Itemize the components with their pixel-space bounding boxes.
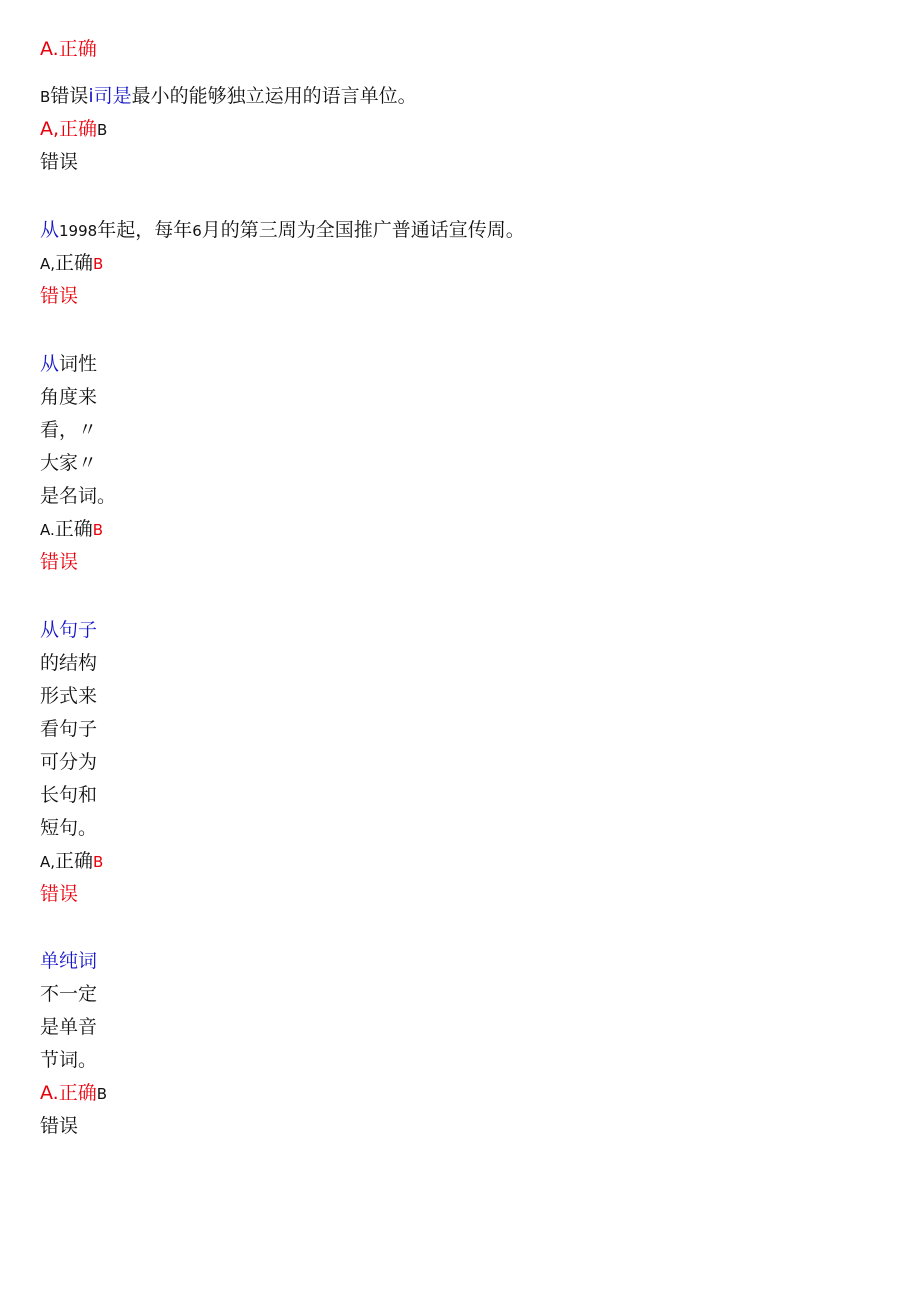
option-b-text: 错误 <box>40 551 79 573</box>
option-b-text: 错误 <box>40 285 79 307</box>
answer-options-row <box>40 517 103 542</box>
question-5-text-line: 节词。 <box>40 1049 98 1071</box>
question-3-text-line: 角度来 <box>40 386 98 408</box>
question-4-text-line: 短句。 <box>40 817 98 839</box>
answer-options-row <box>40 117 107 142</box>
option-b-letter: B <box>93 853 104 871</box>
option-a-text: A,正确 <box>40 118 98 140</box>
question-2-text: 年起，每年 <box>97 219 193 241</box>
answer-option-a <box>40 37 97 61</box>
question-5-text-line: 不一定 <box>40 983 98 1005</box>
question-1-lead: i司是 <box>88 85 132 107</box>
option-a-text: A.正确 <box>40 1082 97 1104</box>
option-b-letter: B <box>96 1085 108 1103</box>
question-4-text-line: 可分为 <box>40 751 98 773</box>
question-4-text-line: 的结构 <box>40 652 98 674</box>
question-2-text-end: 月的第三周为全国推广普通话宣传周。 <box>201 219 525 241</box>
answer-options-row <box>40 1081 107 1106</box>
question-1-text: 最小的能够独立运用的语言单位。 <box>131 85 417 107</box>
question-5-lead: 单纯词 <box>40 950 98 972</box>
option-b-letter: B <box>93 255 104 273</box>
option-b-text: 错误 <box>50 85 89 107</box>
question-3-text-line: 是名词。 <box>40 485 117 507</box>
option-a-text: 正确 <box>55 850 94 872</box>
option-b-text: 错误 <box>40 151 79 173</box>
question-2-month: 6 <box>192 222 202 240</box>
question-3-text: 词性 <box>59 353 98 375</box>
question-4-text-line: 长句和 <box>40 784 98 806</box>
question-2 <box>40 218 525 243</box>
question-4-text-line: 看句子 <box>40 718 98 740</box>
question-5-text-line: 是单音 <box>40 1016 98 1038</box>
option-text: A.正确 <box>40 38 97 60</box>
option-b-letter: B <box>97 121 108 139</box>
answer-options-row <box>40 251 103 276</box>
option-b-letter: B <box>92 521 104 539</box>
question-3-lead: 从 <box>40 353 60 375</box>
option-a-text: 正确 <box>54 518 93 540</box>
answer-options-row <box>40 849 103 874</box>
option-a-letter: A, <box>40 255 56 273</box>
option-b-text: 错误 <box>40 1115 79 1137</box>
question-4-text-line: 形式来 <box>40 685 98 707</box>
question-2-year: 1998 <box>59 222 98 240</box>
question-3-text-line: 看，〃 <box>40 419 98 441</box>
option-a-text: 正确 <box>55 252 94 274</box>
option-b-letter: B <box>40 88 51 106</box>
option-a-letter: A. <box>40 521 55 539</box>
question-1 <box>40 84 417 109</box>
option-a-letter: A, <box>40 853 56 871</box>
question-3 <box>40 352 97 376</box>
question-2-lead: 从 <box>40 219 60 241</box>
option-b-text: 错误 <box>40 883 79 905</box>
question-3-text-line: 大家〃 <box>40 452 98 474</box>
question-4-lead: 从句子 <box>40 619 98 641</box>
